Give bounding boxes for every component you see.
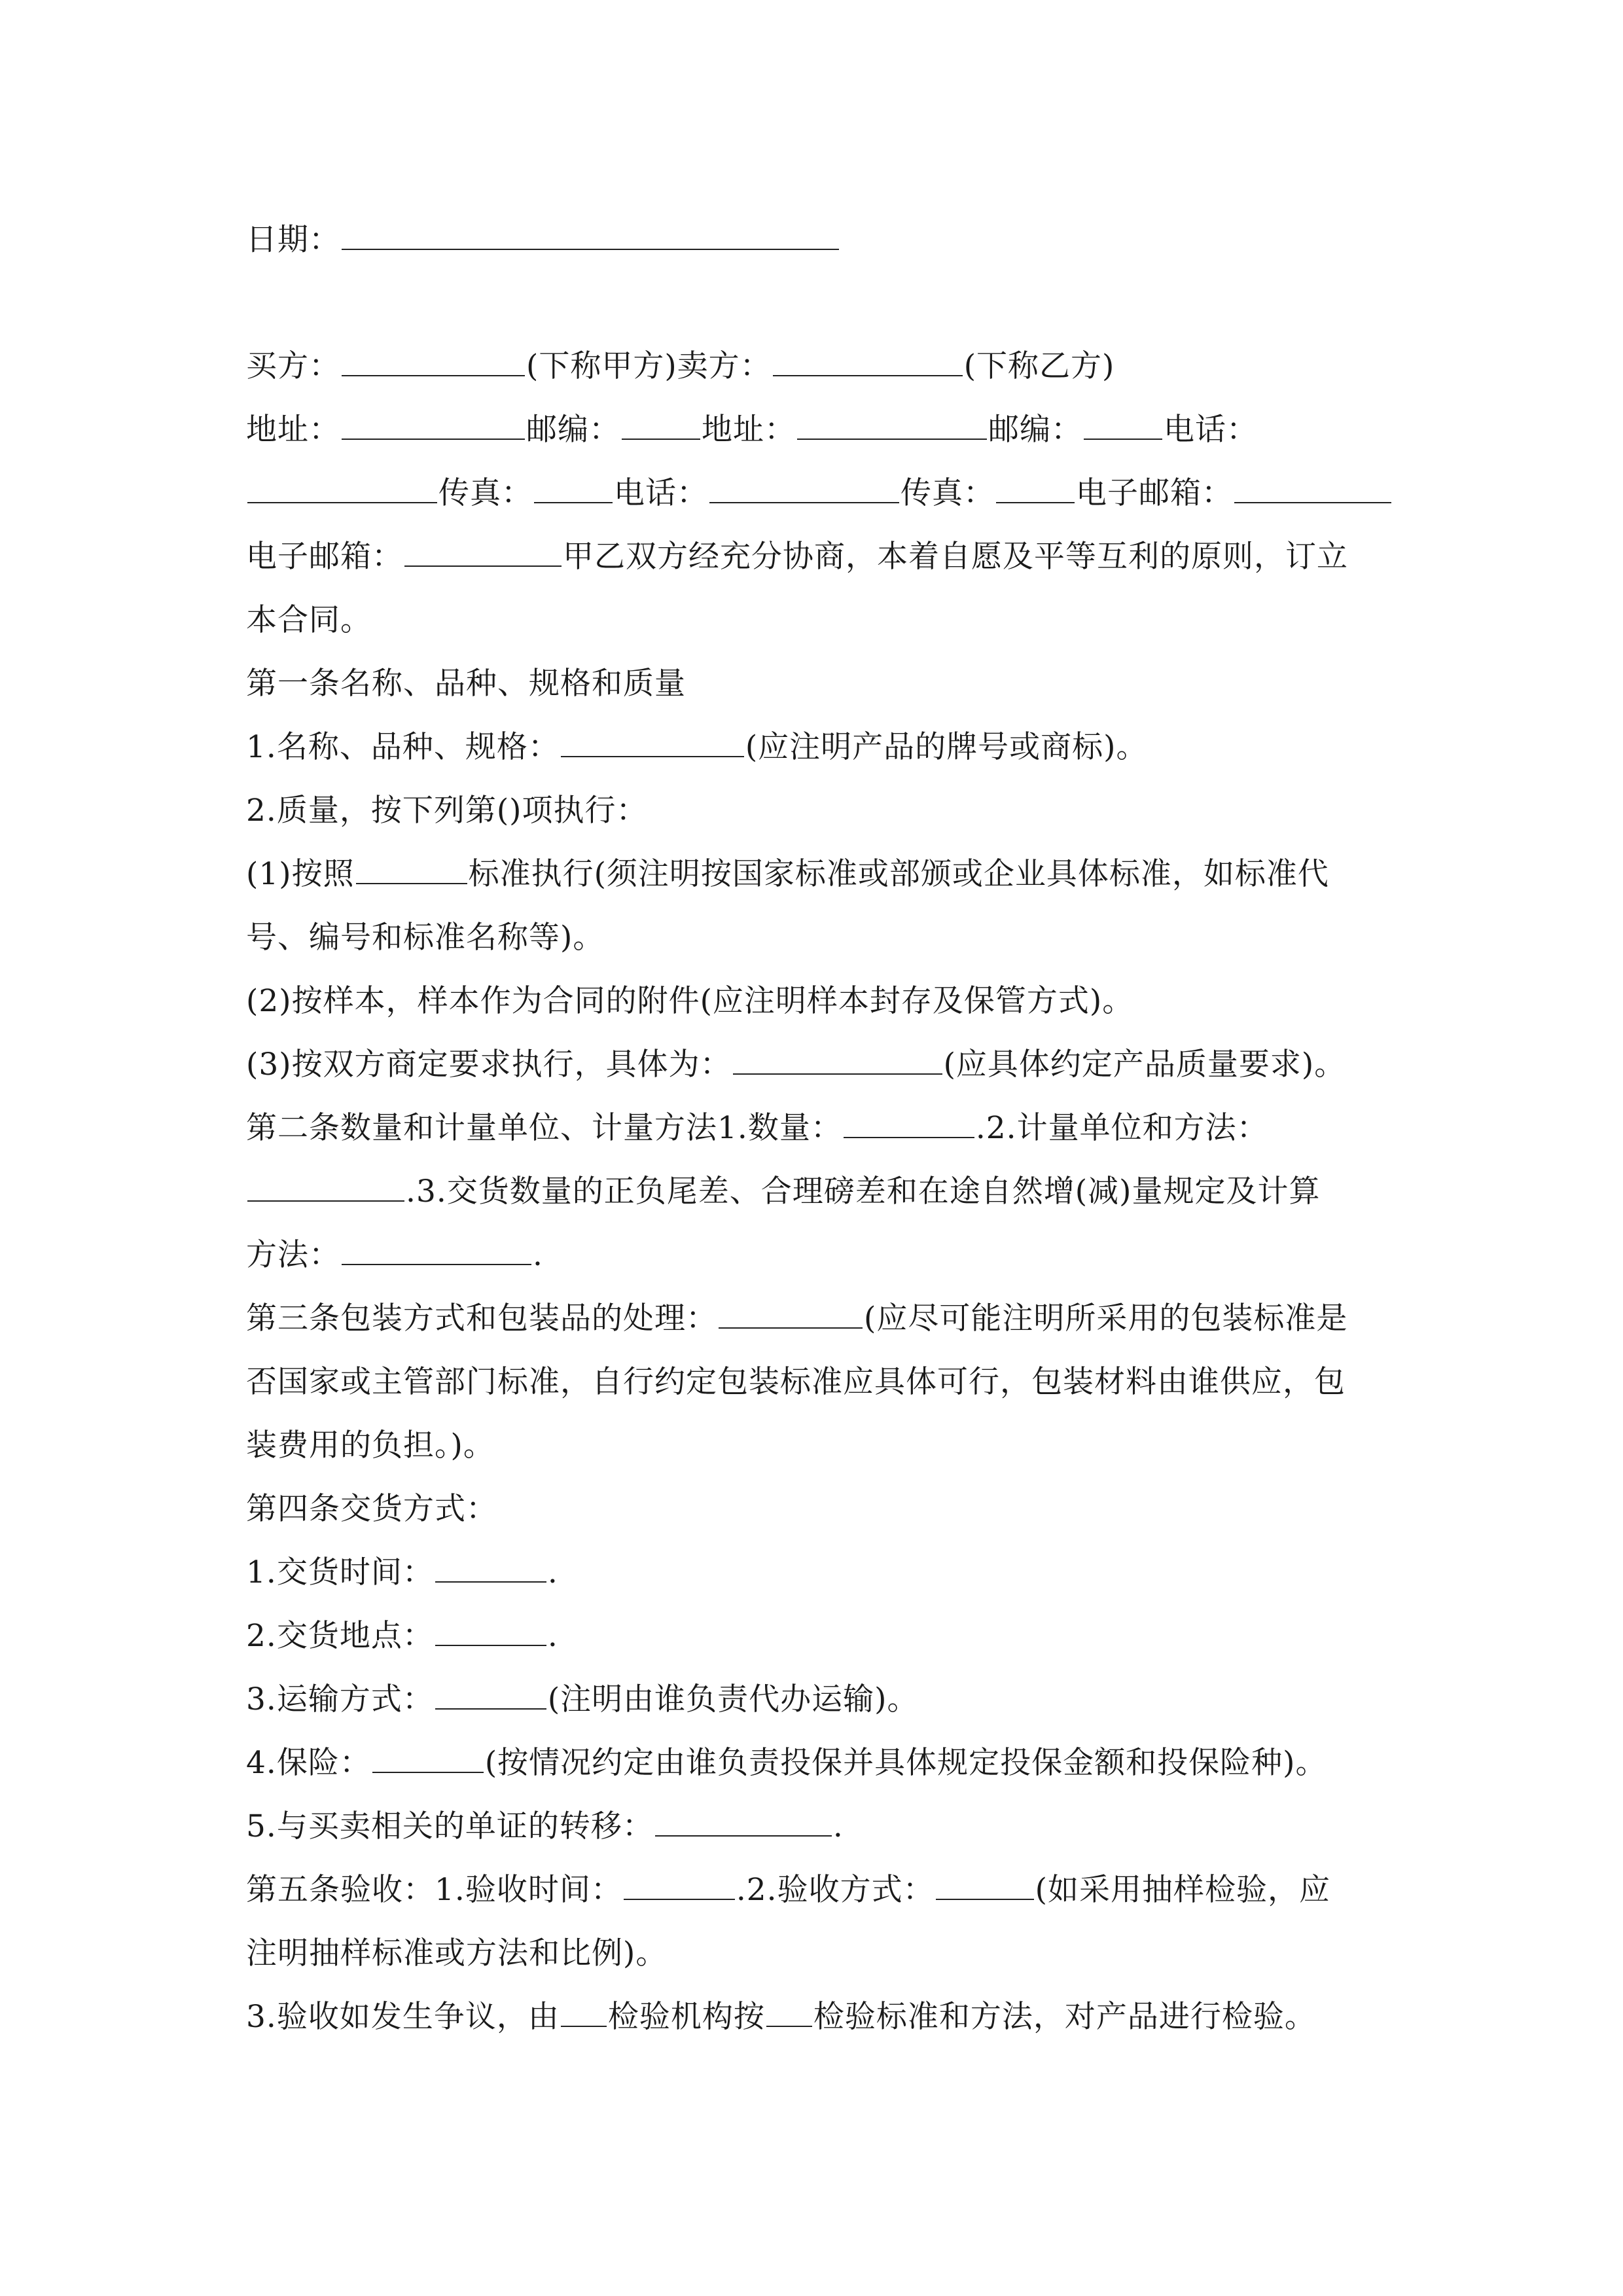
text-segment: 邮编： xyxy=(988,412,1082,448)
text-segment: 检验机构按 xyxy=(607,1999,765,2035)
text-segment: 本合同。 xyxy=(246,602,372,638)
text-segment: .2.计量单位和方法： xyxy=(975,1110,1268,1146)
contract-page xyxy=(246,208,1398,2049)
article-2-c xyxy=(246,1223,1398,1287)
fill-in-blank[interactable] xyxy=(435,1581,546,1583)
date-blank[interactable] xyxy=(342,248,839,250)
date-label: 日期： xyxy=(246,222,340,258)
text-segment: 3.验收如发生争议，由 xyxy=(246,1999,560,2035)
article-1-item-2-3 xyxy=(246,1033,1398,1096)
address-line xyxy=(246,398,1398,461)
text-segment: (应尽可能注明所采用的包装标准是 xyxy=(864,1300,1348,1336)
text-segment: 传真： xyxy=(438,475,533,511)
text-segment: 甲乙双方经充分协商，本着自愿及平等互利的原则，订立 xyxy=(563,539,1348,575)
article-1-heading xyxy=(246,652,1398,715)
fill-in-blank[interactable] xyxy=(342,438,525,440)
text-segment: 否国家或主管部门标准，自行约定包装标准应具体可行，包装材料由谁供应，包 xyxy=(246,1364,1346,1400)
date-line xyxy=(246,208,1398,272)
fill-in-blank[interactable] xyxy=(1084,438,1162,440)
text-segment: .2.验收方式： xyxy=(736,1872,935,1908)
text-segment: . xyxy=(533,1237,543,1273)
text-segment: 4.保险： xyxy=(246,1745,371,1781)
text-segment: 注明抽样标准或方法和比例)。 xyxy=(246,1935,668,1971)
text-segment: 5.与买卖相关的单证的转移： xyxy=(246,1808,654,1844)
text-segment: (3)按双方商定要求执行，具体为： xyxy=(246,1047,732,1083)
contract-body xyxy=(246,334,1398,2049)
fill-in-blank[interactable] xyxy=(356,882,467,884)
fill-in-blank[interactable] xyxy=(404,565,562,567)
text-segment: . xyxy=(832,1808,844,1844)
fill-in-blank[interactable] xyxy=(342,374,525,376)
fill-in-blank[interactable] xyxy=(773,374,963,376)
fill-in-blank[interactable] xyxy=(1234,501,1391,503)
text-segment: (应具体约定产品质量要求)。 xyxy=(943,1047,1346,1083)
article-1-item-1 xyxy=(246,715,1398,779)
fill-in-blank[interactable] xyxy=(342,1263,531,1265)
article-1-item-2 xyxy=(246,779,1398,842)
text-segment: 电话： xyxy=(614,475,708,511)
text-segment: (2)按样本，样本作为合同的附件(应注明样本封存及保管方式)。 xyxy=(246,983,1134,1019)
text-segment: (下称乙方) xyxy=(963,348,1115,384)
fill-in-blank[interactable] xyxy=(733,1073,942,1075)
article-2-b xyxy=(246,1160,1398,1223)
email-line xyxy=(246,525,1398,588)
text-segment: 3.运输方式： xyxy=(246,1681,434,1717)
text-segment: 装费用的负担。)。 xyxy=(246,1427,495,1463)
fill-in-blank[interactable] xyxy=(996,501,1075,503)
fill-in-blank[interactable] xyxy=(622,438,700,440)
article-2-a xyxy=(246,1096,1398,1160)
text-segment: 地址： xyxy=(702,412,796,448)
fill-in-blank[interactable] xyxy=(936,1898,1034,1900)
text-segment: 2.质量，按下列第()项执行： xyxy=(246,793,648,829)
text-segment: 1.交货时间： xyxy=(246,1554,434,1590)
article-1-item-2-1b xyxy=(246,906,1398,969)
fill-in-blank[interactable] xyxy=(766,2025,812,2027)
fill-in-blank[interactable] xyxy=(534,501,613,503)
text-segment: (1)按照 xyxy=(246,856,355,892)
article-5-c xyxy=(246,1985,1398,2049)
article-1-item-2-2 xyxy=(246,969,1398,1033)
text-segment: . xyxy=(547,1618,558,1654)
fill-in-blank[interactable] xyxy=(247,1200,404,1202)
article-3-a xyxy=(246,1287,1398,1350)
article-3-c xyxy=(246,1414,1398,1477)
fill-in-blank[interactable] xyxy=(247,501,437,503)
text-segment: 1.名称、品种、规格： xyxy=(246,729,560,765)
fill-in-blank[interactable] xyxy=(372,1771,484,1773)
text-segment: 第四条交货方式： xyxy=(246,1491,497,1527)
article-4-item-3 xyxy=(246,1668,1398,1731)
text-segment: 买方： xyxy=(246,348,340,384)
parties-line xyxy=(246,334,1398,398)
text-segment: 邮编： xyxy=(526,412,620,448)
article-4-item-2 xyxy=(246,1604,1398,1668)
fill-in-blank[interactable] xyxy=(844,1136,974,1138)
text-segment: 第一条名称、品种、规格和质量 xyxy=(246,666,686,702)
article-5-b xyxy=(246,1922,1398,1985)
text-segment: (应注明产品的牌号或商标)。 xyxy=(745,729,1148,765)
text-segment: 检验标准和方法，对产品进行检验。 xyxy=(813,1999,1316,2035)
intro-end xyxy=(246,588,1398,652)
fill-in-blank[interactable] xyxy=(624,1898,735,1900)
text-segment: .3.交货数量的正负尾差、合理磅差和在途自然增(减)量规定及计算 xyxy=(406,1174,1321,1210)
text-segment: 方法： xyxy=(246,1237,340,1273)
text-segment: 号、编号和标准名称等)。 xyxy=(246,920,605,956)
text-segment: 传真： xyxy=(901,475,995,511)
text-segment: 电话： xyxy=(1164,412,1258,448)
spacer xyxy=(246,272,1398,334)
fill-in-blank[interactable] xyxy=(435,1644,546,1646)
text-segment: 第五条验收：1.验收时间： xyxy=(246,1872,622,1908)
article-3-b xyxy=(246,1350,1398,1414)
text-segment: 第二条数量和计量单位、计量方法1.数量： xyxy=(246,1110,842,1146)
article-4-item-4 xyxy=(246,1731,1398,1795)
fill-in-blank[interactable] xyxy=(655,1835,832,1837)
article-4-item-5 xyxy=(246,1795,1398,1858)
text-segment: 电子邮箱： xyxy=(246,539,403,575)
fill-in-blank[interactable] xyxy=(561,755,744,757)
contact-line xyxy=(246,461,1398,525)
fill-in-blank[interactable] xyxy=(709,501,899,503)
text-segment: 2.交货地点： xyxy=(246,1618,434,1654)
article-4-item-1 xyxy=(246,1541,1398,1604)
text-segment: 地址： xyxy=(246,412,340,448)
text-segment: (注明由谁负责代办运输)。 xyxy=(547,1681,919,1717)
fill-in-blank[interactable] xyxy=(797,438,987,440)
fill-in-blank[interactable] xyxy=(435,1708,546,1710)
fill-in-blank[interactable] xyxy=(719,1327,863,1329)
text-segment: 第三条包装方式和包装品的处理： xyxy=(246,1300,717,1336)
text-segment: 电子邮箱： xyxy=(1076,475,1233,511)
text-segment: . xyxy=(547,1554,558,1590)
text-segment: 标准执行(须注明按国家标准或部颁或企业具体标准，如标准代 xyxy=(468,856,1329,892)
text-segment: (按情况约定由谁负责投保并具体规定投保金额和投保险种)。 xyxy=(484,1745,1327,1781)
text-segment: (下称甲方)卖方： xyxy=(526,348,772,384)
text-segment: (如采用抽样检验，应 xyxy=(1035,1872,1330,1908)
article-5-a xyxy=(246,1858,1398,1922)
article-4-heading xyxy=(246,1477,1398,1541)
article-1-item-2-1a xyxy=(246,842,1398,906)
fill-in-blank[interactable] xyxy=(561,2025,607,2027)
